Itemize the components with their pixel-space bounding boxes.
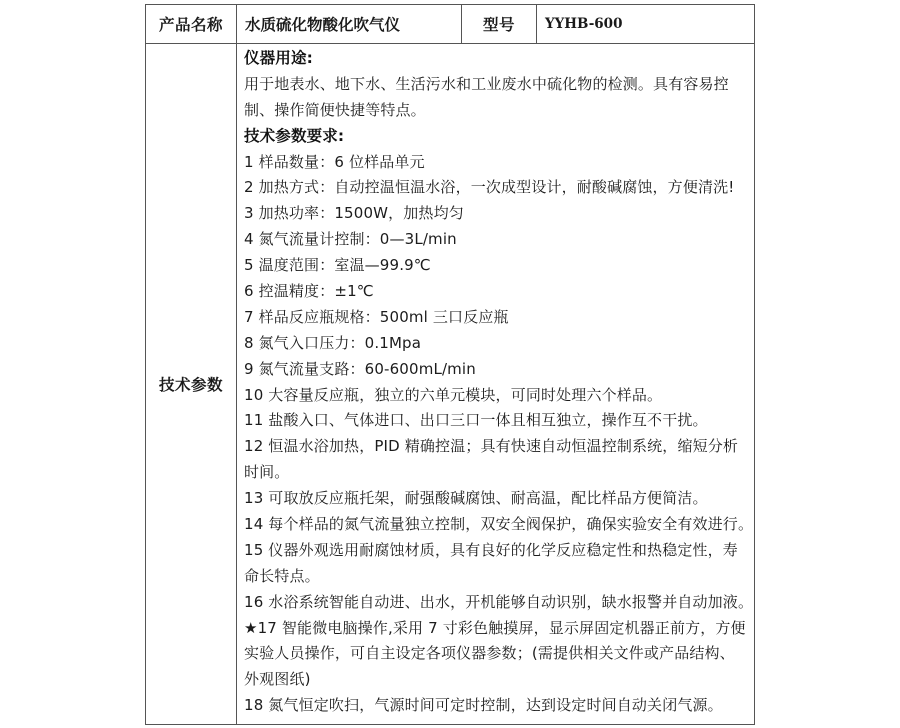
param-line: 11 盐酸入口、气体进口、出口三口一体且相互独立，操作互不干扰。	[244, 411, 708, 430]
header-row	[146, 5, 755, 44]
param-line: 18 氮气恒定吹扫，气源时间可定时控制，达到设定时间自动关闭气源。	[244, 696, 723, 715]
param-line: 8 氮气入口压力：0.1Mpa	[244, 333, 422, 352]
param-line: 制、操作简便快捷等特点。	[244, 100, 426, 119]
param-line: 10 大容量反应瓶，独立的六单元模块，可同时处理六个样品。	[244, 385, 663, 404]
param-line: 12 恒温水浴加热，PID 精确控温；具有快速自动恒温控制系统，缩短分析	[244, 437, 739, 456]
spec-table	[145, 4, 755, 725]
param-line: 实验人员操作，可自主设定各项仪器参数；(需提供相关文件或产品结构、	[244, 644, 735, 663]
params-lines	[244, 46, 754, 719]
param-line: 7 样品反应瓶规格：500ml 三口反应瓶	[244, 307, 509, 326]
param-line: 13 可取放反应瓶托架，耐强酸碱腐蚀、耐高温，配比样品方便简洁。	[244, 489, 708, 508]
param-line: 时间。	[244, 463, 290, 482]
param-line: 6 控温精度：±1℃	[244, 282, 374, 301]
param-line: 用于地表水、地下水、生活污水和工业废水中硫化物的检测。具有容易控	[244, 74, 729, 93]
param-line: 16 水浴系统智能自动进、出水，开机能够自动识别，缺水报警并自动加液。	[244, 592, 754, 611]
param-line: 5 温度范围：室温—99.9℃	[244, 256, 431, 275]
param-line: 14 每个样品的氮气流量独立控制，双安全阀保护，确保实验安全有效进行。	[244, 515, 754, 534]
section-heading: 技术参数要求:	[244, 126, 345, 145]
param-line: 3 加热功率：1500W，加热均匀	[244, 204, 464, 223]
section-label: 技术参数	[146, 44, 237, 725]
param-line: 1 样品数量：6 位样品单元	[244, 152, 425, 171]
model-label: 型号	[462, 5, 537, 44]
section-heading: 仪器用途:	[244, 49, 313, 67]
params-content	[237, 44, 755, 725]
model-value: YYHB-600	[537, 5, 755, 44]
param-line: 2 加热方式：自动控温恒温水浴，一次成型设计，耐酸碱腐蚀，方便清洗!	[244, 178, 735, 197]
param-line: 4 氮气流量计控制：0—3L/min	[244, 230, 457, 249]
param-line: 命长特点。	[244, 566, 320, 585]
param-line: 9 氮气流量支路：60-600mL/min	[244, 359, 476, 378]
params-row	[146, 44, 755, 725]
param-line: 15 仪器外观选用耐腐蚀材质，具有良好的化学反应稳定性和热稳定性，寿	[244, 540, 738, 559]
product-name-label: 产品名称	[146, 5, 237, 44]
param-line: 外观图纸)	[244, 670, 311, 689]
param-line: ★17 智能微电脑操作,采用 7 寸彩色触摸屏，显示屏固定机器正前方，方便	[244, 618, 746, 637]
product-name-value: 水质硫化物酸化吹气仪	[237, 5, 462, 44]
